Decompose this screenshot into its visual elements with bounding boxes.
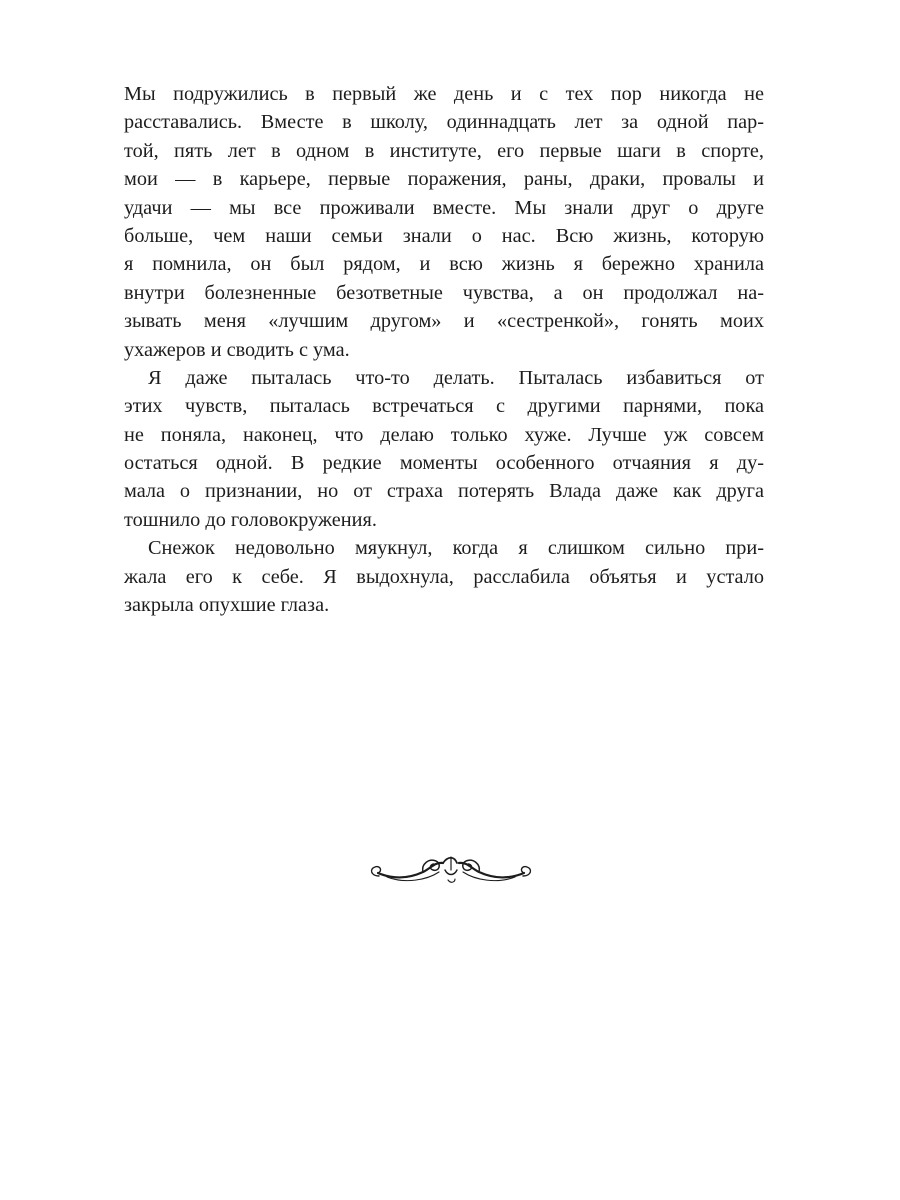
body-text [124, 80, 764, 619]
text-line: Я даже пыталась что-то делать. Пыталась избавиться от [148, 366, 764, 389]
text-line: закрыла опухшие глаза. [124, 594, 330, 617]
text-line: Мы подружились в первый же день и с тех пор никогда не [124, 83, 764, 105]
text-line: тошнило до головокружения. [124, 508, 377, 531]
text-line: расставались. Вместе в школу, одиннадцать лет за одной пар- [124, 111, 764, 134]
paragraph-1 [124, 80, 764, 364]
text-line: мала о признании, но от страха потерять Влада даже как друга [124, 480, 764, 503]
text-line: не поняла, наконец, что делаю только хуже. Лучше уж совсем [124, 423, 764, 446]
text-line: жала его к себе. Я выдохнула, расслабила объятья и устало [124, 565, 764, 588]
text-line: внутри болезненные безответные чувства, а он продолжал на- [124, 281, 764, 304]
text-line: остаться одной. В редкие моменты особенного отчаяния я ду- [124, 452, 764, 475]
text-line: зывать меня «лучшим другом» и «сестренкой», гонять моих [124, 310, 764, 333]
text-line: Снежок недовольно мяукнул, когда я слишком сильно при- [148, 537, 764, 560]
text-line: ухажеров и сводить с ума. [124, 338, 350, 361]
text-line: мои — в карьере, первые поражения, раны, драки, провалы и [124, 168, 764, 191]
scroll-flourish-divider-icon [365, 852, 537, 892]
text-line: удачи — мы все проживали вместе. Мы знали друг о друге [124, 196, 764, 219]
paragraph-2 [124, 364, 764, 534]
paragraph-3 [124, 534, 764, 619]
text-line: я помнила, он был рядом, и всю жизнь я бережно хранила [124, 253, 764, 276]
text-line: той, пять лет в одном в институте, его первые шаги в спорте, [124, 139, 764, 162]
text-line: больше, чем наши семьи знали о нас. Всю жизнь, которую [124, 224, 764, 247]
text-line: этих чувств, пыталась встречаться с другими парнями, пока [124, 395, 764, 418]
